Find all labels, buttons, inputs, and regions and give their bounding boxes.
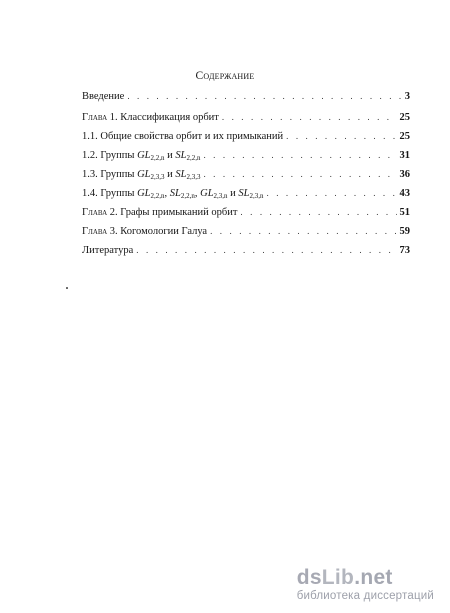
section-title: 1.4. Группы — [82, 188, 138, 199]
math-symbol: SL — [169, 188, 181, 199]
toc-title: Содержание — [195, 70, 255, 82]
toc-entry-page: 36 — [399, 169, 410, 180]
dot-leader — [203, 149, 396, 162]
separator: , — [164, 188, 170, 199]
math-symbol: GL — [137, 169, 151, 180]
toc-entry-label — [82, 187, 264, 200]
dot-leader — [286, 130, 396, 143]
math-subscript: 2,2,n — [186, 154, 201, 162]
toc-entry-chapter-3[interactable] — [82, 225, 410, 244]
math-symbol: GL — [200, 188, 214, 199]
toc-entry-section-1-2[interactable] — [82, 149, 410, 168]
section-title: 1.3. Группы — [82, 169, 138, 180]
math-symbol: SL — [175, 150, 187, 161]
toc-entry-label — [82, 225, 207, 238]
scan-speck — [66, 287, 68, 289]
toc-entry-label — [82, 206, 237, 219]
toc-entry-page: 51 — [399, 207, 410, 218]
toc-entry-section-1-3[interactable] — [82, 168, 410, 187]
math-subscript: 2,2,n — [180, 192, 195, 200]
toc-entry-label: 1.1. Общие свойства орбит и их примыканий — [82, 131, 284, 142]
math-subscript: 2,2,n — [150, 154, 165, 162]
dot-leader — [210, 225, 396, 238]
chapter-title: 3. Когомологии Галуа — [107, 226, 208, 237]
table-of-contents — [82, 90, 410, 263]
dot-leader — [136, 244, 396, 257]
toc-entry-label — [82, 149, 200, 162]
toc-entry-page: 3 — [404, 91, 410, 102]
section-title: 1.2. Группы — [82, 150, 138, 161]
toc-entry-page: 59 — [399, 226, 410, 237]
toc-entry-chapter-1[interactable] — [82, 111, 410, 130]
toc-entry-label: Введение — [82, 91, 125, 102]
math-group — [238, 188, 263, 199]
logo-lib: Lib — [321, 566, 355, 589]
math-symbol: GL — [137, 188, 151, 199]
dot-leader — [240, 206, 396, 219]
dslib-logo — [297, 567, 434, 589]
toc-entry-chapter-2[interactable] — [82, 206, 410, 225]
dot-leader — [203, 168, 396, 181]
dslib-watermark — [297, 567, 434, 603]
toc-entry-introduction[interactable] — [82, 90, 410, 109]
chapter-prefix: Глава — [82, 207, 108, 218]
logo-ds: ds — [296, 566, 322, 589]
math-symbol: GL — [137, 150, 151, 161]
math-group — [175, 150, 200, 161]
toc-entry-page: 25 — [399, 112, 410, 123]
toc-entry-page: 31 — [399, 150, 410, 161]
math-subscript: 2,3,n — [213, 192, 228, 200]
chapter-title: 1. Классификация орбит — [107, 112, 219, 123]
math-group — [137, 188, 164, 199]
toc-entry-label: Литература — [82, 245, 134, 256]
math-group — [170, 188, 195, 199]
math-group — [137, 150, 164, 161]
toc-entry-label — [82, 168, 200, 181]
chapter-prefix: Глава — [82, 112, 108, 123]
math-group — [200, 188, 227, 199]
chapter-title: 2. Графы примыканий орбит — [107, 207, 238, 218]
toc-entry-page: 25 — [399, 131, 410, 142]
math-group — [175, 169, 200, 180]
toc-entry-section-1-1[interactable] — [82, 130, 410, 149]
separator: , — [194, 188, 201, 199]
math-group — [137, 169, 164, 180]
dot-leader — [127, 90, 401, 103]
conjunction: и — [164, 169, 176, 180]
math-subscript: 2,3,3 — [150, 173, 165, 181]
math-symbol: SL — [175, 169, 187, 180]
math-subscript: 2,3,3 — [186, 173, 201, 181]
dot-leader — [222, 111, 397, 124]
math-symbol: SL — [238, 188, 250, 199]
watermark-subtitle: библиотека диссертаций — [296, 590, 434, 602]
conjunction: и — [164, 150, 176, 161]
math-subscript: 2,2,n — [150, 192, 165, 200]
math-subscript: 2,3,n — [249, 192, 264, 200]
toc-entry-page: 73 — [399, 245, 410, 256]
dot-leader — [267, 187, 397, 200]
chapter-prefix: Глава — [82, 226, 108, 237]
toc-entry-references[interactable] — [82, 244, 410, 263]
toc-entry-page: 43 — [399, 188, 410, 199]
logo-net: .net — [354, 566, 393, 589]
toc-entry-label — [82, 111, 219, 124]
conjunction: и — [227, 188, 239, 199]
toc-entry-section-1-4[interactable] — [82, 187, 410, 206]
